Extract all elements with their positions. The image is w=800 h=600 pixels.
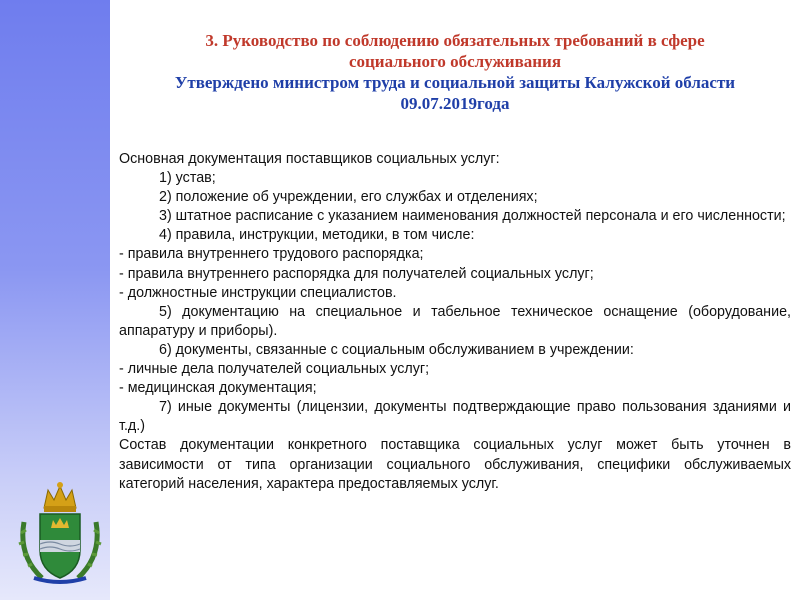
list-item: 5) документацию на специальное и табельное техническое оснащение (оборудование, аппаратуру и приборы). (119, 303, 791, 339)
list-item: 3) штатное расписание с указанием наименования должностей персонала и его численности; (159, 208, 786, 225)
title-line-2: социального обслуживания (348, 52, 562, 71)
sub-list-item: - правила внутреннего трудового распорядка; (119, 246, 424, 263)
sub-list-item: - личные дела получателей социальных услуг; (119, 361, 430, 378)
list-item: 2) положение об учреждении, его службах и отделениях; (159, 189, 538, 206)
list-item: 7) иные документы (лицензии, документы подтверждающие право пользования зданиями и т.д.) (119, 399, 791, 435)
approval-line-1: Утверждено министром труда и социальной защиты Калужской области (174, 73, 736, 92)
sub-list-item: - правила внутреннего распорядка для получателей социальных услуг; (119, 265, 594, 282)
approval-line-2: 09.07.2019года (400, 94, 510, 113)
body-paragraph: Основная документация поставщиков социальных услуг: (119, 151, 500, 167)
coat-of-arms-icon (18, 478, 102, 586)
page-title (115, 30, 795, 114)
document-body (119, 150, 791, 494)
list-item: 4) правила, инструкции, методики, в том числе: (159, 227, 475, 244)
sub-list-item: - медицинская документация; (119, 380, 317, 397)
title-line-1: 3. Руководство по соблюдению обязательных требований в сфере (205, 31, 705, 50)
closing-paragraph: Состав документации конкретного поставщика социальных услуг может быть уточнен в зависимости от типа организации социального обслуживания, специфики обслуживаемых категорий населения, характера предоставляемых услуг. (119, 437, 791, 492)
list-item: 6) документы, связанные с социальным обслуживанием в учреждении: (159, 341, 634, 358)
sub-list-item: - должностные инструкции специалистов. (119, 284, 397, 301)
list-item: 1) устав; (159, 170, 216, 187)
